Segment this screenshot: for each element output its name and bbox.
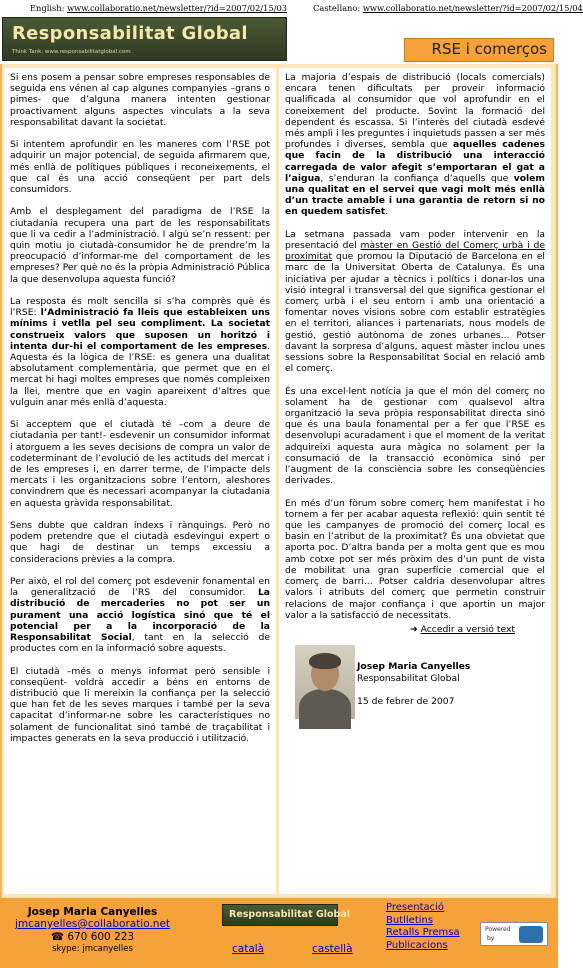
article-right-column bbox=[279, 68, 551, 894]
powered-by-logo-icon bbox=[519, 926, 543, 943]
paragraph: Si ens posem a pensar sobre empreses responsables de seguida ens vénen al cap algunes companyies –grans o pimes- que d’alguna manera intenten gestionar proactivament alguns aspectes vinculats a la seva responsabilitat davant la societat. bbox=[10, 72, 270, 128]
paragraph: Sens dubte que caldran índexs i rànquings. Però no podem pretendre que el ciutadà esdevingui expert o que hagi de destinar un temps excessiu a consideracions prèvies a la compra. bbox=[10, 520, 270, 565]
menu-publicacions[interactable]: Publicacions bbox=[386, 939, 448, 951]
footer bbox=[0, 898, 558, 968]
footer-menu bbox=[386, 902, 460, 952]
phone-number: 670 600 223 bbox=[67, 931, 135, 943]
paragraph: Per això, el rol del comerç pot esdevenir fonamental en la generalització de l’RS del consumidor. La distribució de mercaderies no pot ser un purament una acció logística sinó que té el potencial per a la incorporació de la Responsabilitat Social, tant en la selecció de productes com en la informació sobre aquests. bbox=[10, 576, 271, 655]
author-signature bbox=[285, 641, 545, 727]
text-version-row bbox=[285, 624, 545, 635]
article-left-column bbox=[4, 68, 276, 894]
publish-date: 15 de febrer de 2007 bbox=[357, 695, 455, 707]
responsabilitat-global-logo[interactable]: Responsabilitat Global Think Tank: www.responsabilitatglobal.com bbox=[2, 17, 287, 61]
menu-presentacio[interactable]: Presentació bbox=[386, 902, 445, 913]
english-version-link[interactable]: www.collaboratio.net/newsletter/?id=2007/02/15/03 bbox=[67, 3, 288, 13]
paragraph: Si intentem aprofundir en les maneres com l’RSE pot adquirir un major potencial, de seguida afirmarem que, més enllà de polítiques públiques i reconeixements, el que cal és una acció conseqüent per part dels consumidors. bbox=[10, 139, 270, 196]
text-version-link[interactable]: Accedir a versió text bbox=[420, 624, 515, 636]
master-link[interactable]: màster en Gestió del Comerç urbà i de proximitat bbox=[285, 240, 545, 263]
lang-catala-link[interactable]: català bbox=[232, 943, 265, 955]
paragraph: La majoria d’espais de distribució (locals comercials) encara tenen dificultats per proveir informació qualificada al consumidor que vol aprofundir en el coneixement del producte. Sovint la formació del dependent és escassa. Si l’interès del ciutadà esdevé més ampli i les preguntes i inquietuds passen a ser més profundes i diverses, sembla que aquelles cadenes que facin de la distribució una interacció carregada de valor afegit s’emportaran el gat a l’aigua, s’enduran la confiança d’aquells que volem una qualitat en el servei que vagi molt més enllà d’un tracte amable i una garantia de retorn si no en quedem satisfet. bbox=[285, 72, 545, 218]
lang-castella-link[interactable]: castellà bbox=[312, 943, 353, 955]
arrow-right-icon: ➔ bbox=[409, 624, 418, 636]
paragraph: És una excel·lent notícia ja que el món del comerç no solament ha de gestionar com qualsevol altra organització la seva pròpia responsabilitat directa sinó que és una baula fonamental per a fer que l’RSE es desenvolupi acuradament i que el moment de la veritat adquireixi aquesta aura màgica no solament per la consumació de la transacció econòmica sinó per l’augment de la consciència sobre les conseqüències derivades. bbox=[285, 385, 545, 487]
author-name: Josep Maria Canyelles bbox=[357, 661, 471, 673]
menu-retalls-premsa[interactable]: Retalls Premsa bbox=[386, 927, 460, 939]
paragraph: La resposta és molt sencilla si s’ha comprès què és l’RSE: l’Administració fa lleis que estableixen uns mínims i vetlla pel seu compliment. La societat construeix valors que suposen un horitzó i intenta dur-hi el comportament de les empreses. Aquesta és la lògica de l’RSE: es genera una dualitat absolutament complementària, que permet que en el mercat hi hagi moltes empreses que només compleixen la llei, mentre que en vagin apareixent d’altres que vulguin anar més enllà d’aquesta. bbox=[10, 296, 270, 408]
footer-logo[interactable]: Responsabilitat Global bbox=[222, 904, 338, 926]
paragraph: El ciutadà –més o menys informat però sensible i conseqüent- voldrà accedir a béns en entorns de distribució que li mereixin la confiança per la selecció que han fet de les seves marques i també per la seva capacitat d’informar-ne sobre les característiques no solament de funcionalitat sinó també de traçabilitat i impactes generats en la seva producció i utilització. bbox=[10, 665, 270, 744]
header-banner bbox=[0, 17, 558, 64]
section-title: RSE i comerços bbox=[431, 40, 547, 58]
top-language-links bbox=[0, 0, 583, 16]
english-link-group: English: www.collaboratio.net/newsletter/?id=2007/02/15/03 bbox=[30, 3, 288, 13]
paragraph: En més d’un fòrum sobre comerç hem manifestat i ho tornem a fer per acabar aquesta reflexió: quin sentit té que les campanyes de promoció del comerç local es basin en l’atribut de la proximitat? És una obvietat que aporta poc. D’altra banda per a molta gent que es mou amb cotxe pot ser més pròxim des d’un punt de vista de mobilitat una gran superfície comercial que el comerç de barri... Potser caldria desenvolupar altres valors i atributs del comerç que permetin construir relacions de major confiança i que aportin un major valor a la satisfacció de necessitats. bbox=[285, 497, 545, 621]
email-link[interactable]: jmcanyelles@collaboratio.net bbox=[14, 918, 171, 930]
spanish-version-link[interactable]: www.collaboratio.net/newsletter/?id=2007/02/15/04 bbox=[362, 3, 583, 13]
author-photo bbox=[295, 645, 355, 719]
powered-by-badge[interactable]: Powered by bbox=[480, 922, 548, 946]
paragraph: La setmana passada vam poder intervenir en la presentació del màster en Gestió del Comerç urbà i de proximitat que promou la Diputació de Barcelona en el marc de la Universitat Oberta de Catalunya. És una iniciativa per ajudar a tècnics i polítics i donar-los una visió integral i transversal del que significa gestionar el comerç urbà i el seu entorn i amb una orientació a fomentar noves visions sobre com establir estratègies en el territori, aliances i partenariats, nous models de gestió, gestió autònoma de zones urbanes... Potser davant la sorpresa d’alguns, aquest màster inclou unes sessions sobre la Responsabilitat Social en relació amb el comerç. bbox=[285, 228, 545, 375]
paragraph: Si acceptem que el ciutadà té –com a deure de ciutadania per tant!- esdevenir un consumidor informat i atorguem a les seves decisions de compra un valor de codeterminant de l’evolució de les actituds del mercat i de les empreses i, en darrer terme, de l’impacte dels mercats i les organitzacions sobre l’entorn, aleshores convindrem que és necessari acompanyar la ciutadania en aquesta gràvida responsabilitat. bbox=[10, 419, 270, 509]
paragraph: Amb el desplegament del paradigma de l’RSE la ciutadania recupera una part de les responsabilitats que li va cedir a l’administració. I algú se’n ressent: per quin motiu jo ciutadà-consumidor he de prendre’m la preocupació d’informar-me del comportament de les empreses? Per què no és la pròpia Administració Pública la que desenvolupa aquesta funció? bbox=[10, 206, 270, 285]
menu-butlletins[interactable]: Butlletins bbox=[386, 914, 434, 926]
section-title-box bbox=[404, 38, 554, 62]
footer-name: Josep Maria Canyelles bbox=[27, 906, 158, 918]
article-frame bbox=[0, 64, 558, 898]
skype-id: skype: jmcanyelles bbox=[52, 944, 133, 954]
phone-icon: ☎ bbox=[50, 931, 64, 943]
spanish-link-group: Castellano: www.collaboratio.net/newsletter/?id=2007/02/15/04 bbox=[313, 3, 583, 13]
author-org: Responsabilitat Global bbox=[357, 672, 460, 684]
